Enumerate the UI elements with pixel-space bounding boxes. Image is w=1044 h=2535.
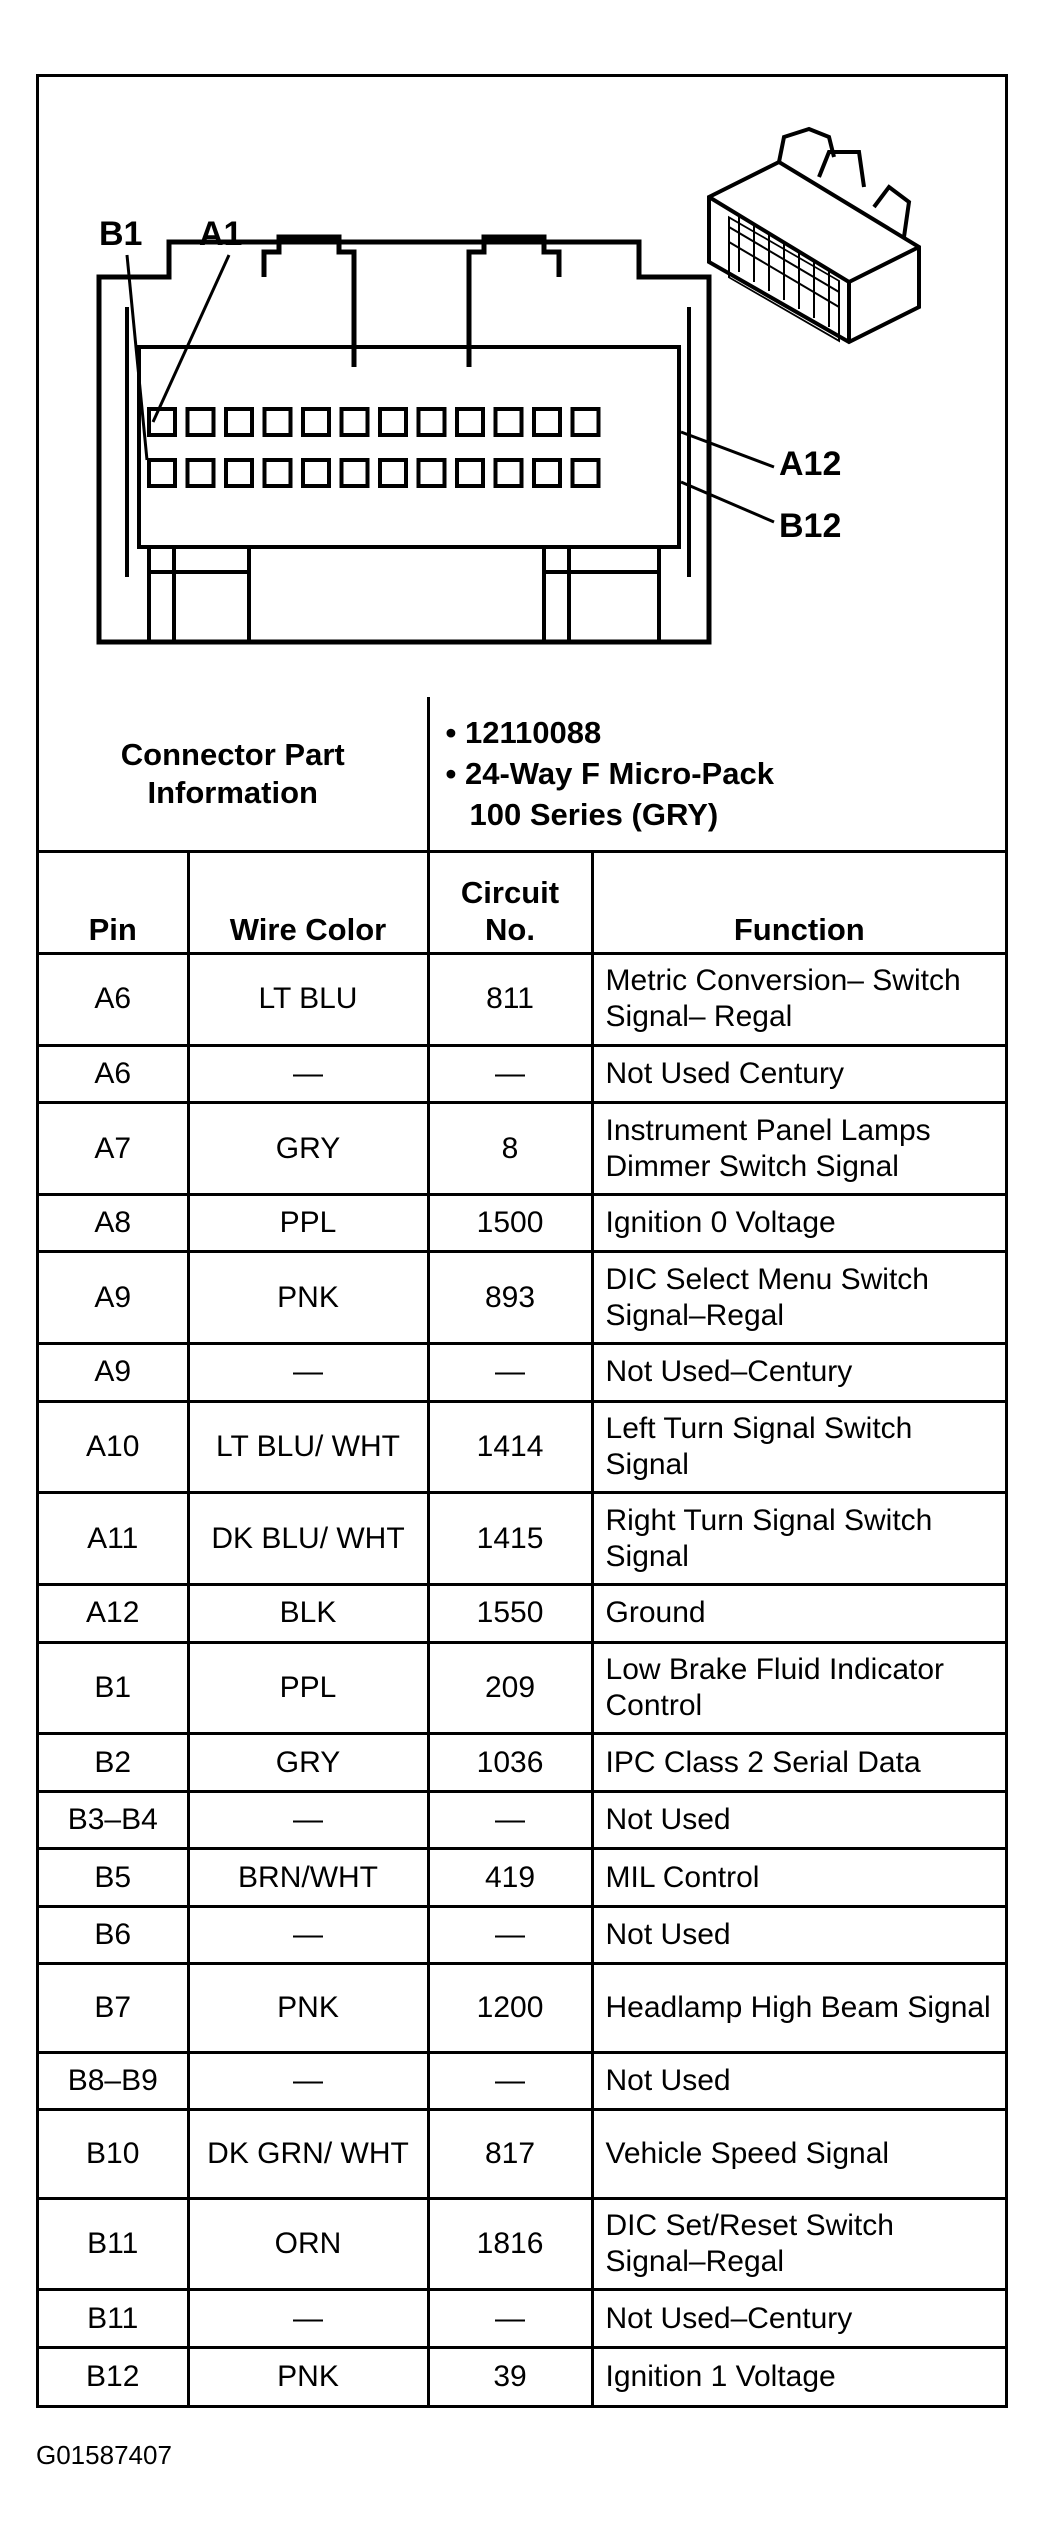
cell-circuit: 209 bbox=[428, 1642, 592, 1734]
cell-circuit: — bbox=[428, 1791, 592, 1848]
table-row bbox=[39, 1849, 1005, 1906]
table-row bbox=[39, 1585, 1005, 1642]
cell-circuit: 8 bbox=[428, 1103, 592, 1195]
cell-pin: A9 bbox=[39, 1252, 188, 1344]
pin-a11-cavity bbox=[534, 409, 560, 435]
cell-pin: B1 bbox=[39, 1642, 188, 1734]
pin-b3-cavity bbox=[226, 460, 252, 486]
cell-wire-color: PNK bbox=[188, 2347, 428, 2405]
bottom-right-key bbox=[544, 547, 659, 642]
header-pin: Pin bbox=[39, 852, 188, 954]
connector-3d-thumbnail bbox=[709, 129, 919, 342]
cell-wire-color: PNK bbox=[188, 1964, 428, 2052]
cell-wire-color: — bbox=[188, 1791, 428, 1848]
table-row bbox=[39, 1344, 1005, 1401]
cell-wire-color: — bbox=[188, 1906, 428, 1963]
cell-pin: A6 bbox=[39, 953, 188, 1045]
connector-info-row bbox=[39, 697, 1005, 852]
cell-function: Instrument Panel Lamps Dimmer Switch Signal bbox=[592, 1103, 1005, 1195]
cell-function: Not Used bbox=[592, 2052, 1005, 2109]
a12-leader-line bbox=[681, 432, 774, 467]
cell-pin: A12 bbox=[39, 1585, 188, 1642]
pin-row-a bbox=[149, 409, 599, 435]
header-function: Function bbox=[592, 852, 1005, 954]
cell-function: Not Used–Century bbox=[592, 1344, 1005, 1401]
pinout-table bbox=[39, 697, 1005, 2405]
connector-info-values bbox=[428, 697, 1005, 852]
cell-pin: B11 bbox=[39, 2290, 188, 2347]
cell-function: Not Used Century bbox=[592, 1045, 1005, 1102]
cell-function: Ground bbox=[592, 1585, 1005, 1642]
pin-cavity bbox=[139, 347, 679, 547]
cell-circuit: — bbox=[428, 1045, 592, 1102]
pin-a1-cavity bbox=[149, 409, 175, 435]
cell-circuit: 419 bbox=[428, 1849, 592, 1906]
cell-circuit: 1550 bbox=[428, 1585, 592, 1642]
cell-pin: B7 bbox=[39, 1964, 188, 2052]
table-row bbox=[39, 1791, 1005, 1848]
a1-leader-line bbox=[153, 255, 229, 422]
pin-b11-cavity bbox=[534, 460, 560, 486]
cell-function: DIC Set/Reset Switch Signal–Regal bbox=[592, 2198, 1005, 2290]
cell-function: DIC Select Menu Switch Signal–Regal bbox=[592, 1252, 1005, 1344]
cell-wire-color: GRY bbox=[188, 1103, 428, 1195]
header-row bbox=[39, 852, 1005, 954]
pin-b6-cavity bbox=[342, 460, 368, 486]
cell-wire-color: DK GRN/ WHT bbox=[188, 2110, 428, 2198]
cell-wire-color: GRY bbox=[188, 1734, 428, 1791]
cell-pin: B10 bbox=[39, 2110, 188, 2198]
pin-a5-cavity bbox=[303, 409, 329, 435]
cell-wire-color: — bbox=[188, 2052, 428, 2109]
table-row bbox=[39, 1642, 1005, 1734]
table-row bbox=[39, 1906, 1005, 1963]
cell-circuit: — bbox=[428, 1344, 592, 1401]
table-row bbox=[39, 2052, 1005, 2109]
cell-wire-color: — bbox=[188, 1344, 428, 1401]
cell-pin: A7 bbox=[39, 1103, 188, 1195]
table-row bbox=[39, 1103, 1005, 1195]
cell-function: Headlamp High Beam Signal bbox=[592, 1964, 1005, 2052]
cell-pin: A10 bbox=[39, 1401, 188, 1493]
cell-wire-color: LT BLU bbox=[188, 953, 428, 1045]
connector-series: 100 Series (GRY) bbox=[469, 797, 719, 833]
cell-circuit: 1036 bbox=[428, 1734, 592, 1791]
label-b1: B1 bbox=[99, 215, 143, 253]
pin-a4-cavity bbox=[265, 409, 291, 435]
cell-pin: A8 bbox=[39, 1194, 188, 1251]
table-row bbox=[39, 2110, 1005, 2198]
cell-wire-color: — bbox=[188, 1045, 428, 1102]
connector-type: • 24-Way F Micro-Pack bbox=[445, 756, 774, 792]
cell-wire-color: PNK bbox=[188, 1252, 428, 1344]
pin-b4-cavity bbox=[265, 460, 291, 486]
b12-leader-line bbox=[681, 482, 774, 522]
pin-row-b bbox=[149, 460, 599, 486]
connector-info-label: Connector Part Information bbox=[39, 697, 428, 852]
cell-wire-color: — bbox=[188, 2290, 428, 2347]
cell-circuit: — bbox=[428, 2052, 592, 2109]
cell-pin: B12 bbox=[39, 2347, 188, 2405]
cell-circuit: 1500 bbox=[428, 1194, 592, 1251]
cell-circuit: 811 bbox=[428, 953, 592, 1045]
pin-b1-cavity bbox=[149, 460, 175, 486]
cell-wire-color: PPL bbox=[188, 1642, 428, 1734]
table-row bbox=[39, 953, 1005, 1045]
cell-wire-color: LT BLU/ WHT bbox=[188, 1401, 428, 1493]
connector-diagram bbox=[39, 77, 1005, 697]
table-row bbox=[39, 1493, 1005, 1585]
cell-function: Not Used–Century bbox=[592, 2290, 1005, 2347]
cell-function: Not Used bbox=[592, 1906, 1005, 1963]
pin-b9-cavity bbox=[457, 460, 483, 486]
connector-sheet bbox=[36, 74, 1008, 2408]
cell-circuit: 1414 bbox=[428, 1401, 592, 1493]
cell-pin: B5 bbox=[39, 1849, 188, 1906]
cell-function: Right Turn Signal Switch Signal bbox=[592, 1493, 1005, 1585]
pin-a12-cavity bbox=[573, 409, 599, 435]
cell-circuit: 1415 bbox=[428, 1493, 592, 1585]
cell-circuit: 39 bbox=[428, 2347, 592, 2405]
connector-housing bbox=[99, 242, 709, 642]
cell-wire-color: ORN bbox=[188, 2198, 428, 2290]
table-row bbox=[39, 1252, 1005, 1344]
pin-b10-cavity bbox=[496, 460, 522, 486]
label-a1: A1 bbox=[199, 215, 243, 253]
header-circuit: Circuit No. bbox=[428, 852, 592, 954]
bottom-left-key bbox=[149, 547, 249, 642]
cell-circuit: 1816 bbox=[428, 2198, 592, 2290]
cell-function: Not Used bbox=[592, 1791, 1005, 1848]
pin-a9-cavity bbox=[457, 409, 483, 435]
cell-pin: A9 bbox=[39, 1344, 188, 1401]
label-a12: A12 bbox=[779, 445, 842, 483]
table-row bbox=[39, 2198, 1005, 2290]
cell-pin: B8–B9 bbox=[39, 2052, 188, 2109]
pin-a3-cavity bbox=[226, 409, 252, 435]
cell-wire-color: DK BLU/ WHT bbox=[188, 1493, 428, 1585]
cell-function: Metric Conversion– Switch Signal– Regal bbox=[592, 953, 1005, 1045]
pin-a8-cavity bbox=[419, 409, 445, 435]
header-wire-color: Wire Color bbox=[188, 852, 428, 954]
pin-a7-cavity bbox=[380, 409, 406, 435]
cell-function: IPC Class 2 Serial Data bbox=[592, 1734, 1005, 1791]
cell-wire-color: BLK bbox=[188, 1585, 428, 1642]
pin-a6-cavity bbox=[342, 409, 368, 435]
cell-pin: B3–B4 bbox=[39, 1791, 188, 1848]
table-row bbox=[39, 1734, 1005, 1791]
cell-wire-color: PPL bbox=[188, 1194, 428, 1251]
pin-b7-cavity bbox=[380, 460, 406, 486]
table-row bbox=[39, 2290, 1005, 2347]
table-row bbox=[39, 1045, 1005, 1102]
table-row bbox=[39, 1194, 1005, 1251]
cell-function: Vehicle Speed Signal bbox=[592, 2110, 1005, 2198]
cell-pin: A6 bbox=[39, 1045, 188, 1102]
label-b12: B12 bbox=[779, 507, 842, 545]
cell-function: Ignition 0 Voltage bbox=[592, 1194, 1005, 1251]
cell-pin: B2 bbox=[39, 1734, 188, 1791]
part-number: • 12110088 bbox=[445, 714, 602, 750]
cell-function: Low Brake Fluid Indicator Control bbox=[592, 1642, 1005, 1734]
pin-b8-cavity bbox=[419, 460, 445, 486]
figure-id: G01587407 bbox=[36, 2440, 172, 2470]
cell-circuit: 817 bbox=[428, 2110, 592, 2198]
pin-b2-cavity bbox=[188, 460, 214, 486]
cell-circuit: — bbox=[428, 2290, 592, 2347]
cell-wire-color: BRN/WHT bbox=[188, 1849, 428, 1906]
cell-circuit: 893 bbox=[428, 1252, 592, 1344]
cell-function: Left Turn Signal Switch Signal bbox=[592, 1401, 1005, 1493]
cell-circuit: 1200 bbox=[428, 1964, 592, 2052]
pin-b5-cavity bbox=[303, 460, 329, 486]
table-row bbox=[39, 2347, 1005, 2405]
table-row bbox=[39, 1401, 1005, 1493]
cell-function: Ignition 1 Voltage bbox=[592, 2347, 1005, 2405]
cell-pin: B6 bbox=[39, 1906, 188, 1963]
pin-b12-cavity bbox=[573, 460, 599, 486]
cell-function: MIL Control bbox=[592, 1849, 1005, 1906]
cell-pin: A11 bbox=[39, 1493, 188, 1585]
table-row bbox=[39, 1964, 1005, 2052]
cell-circuit: — bbox=[428, 1906, 592, 1963]
pin-a10-cavity bbox=[496, 409, 522, 435]
cell-pin: B11 bbox=[39, 2198, 188, 2290]
pin-a2-cavity bbox=[188, 409, 214, 435]
connector-face-illustration bbox=[39, 77, 1005, 697]
